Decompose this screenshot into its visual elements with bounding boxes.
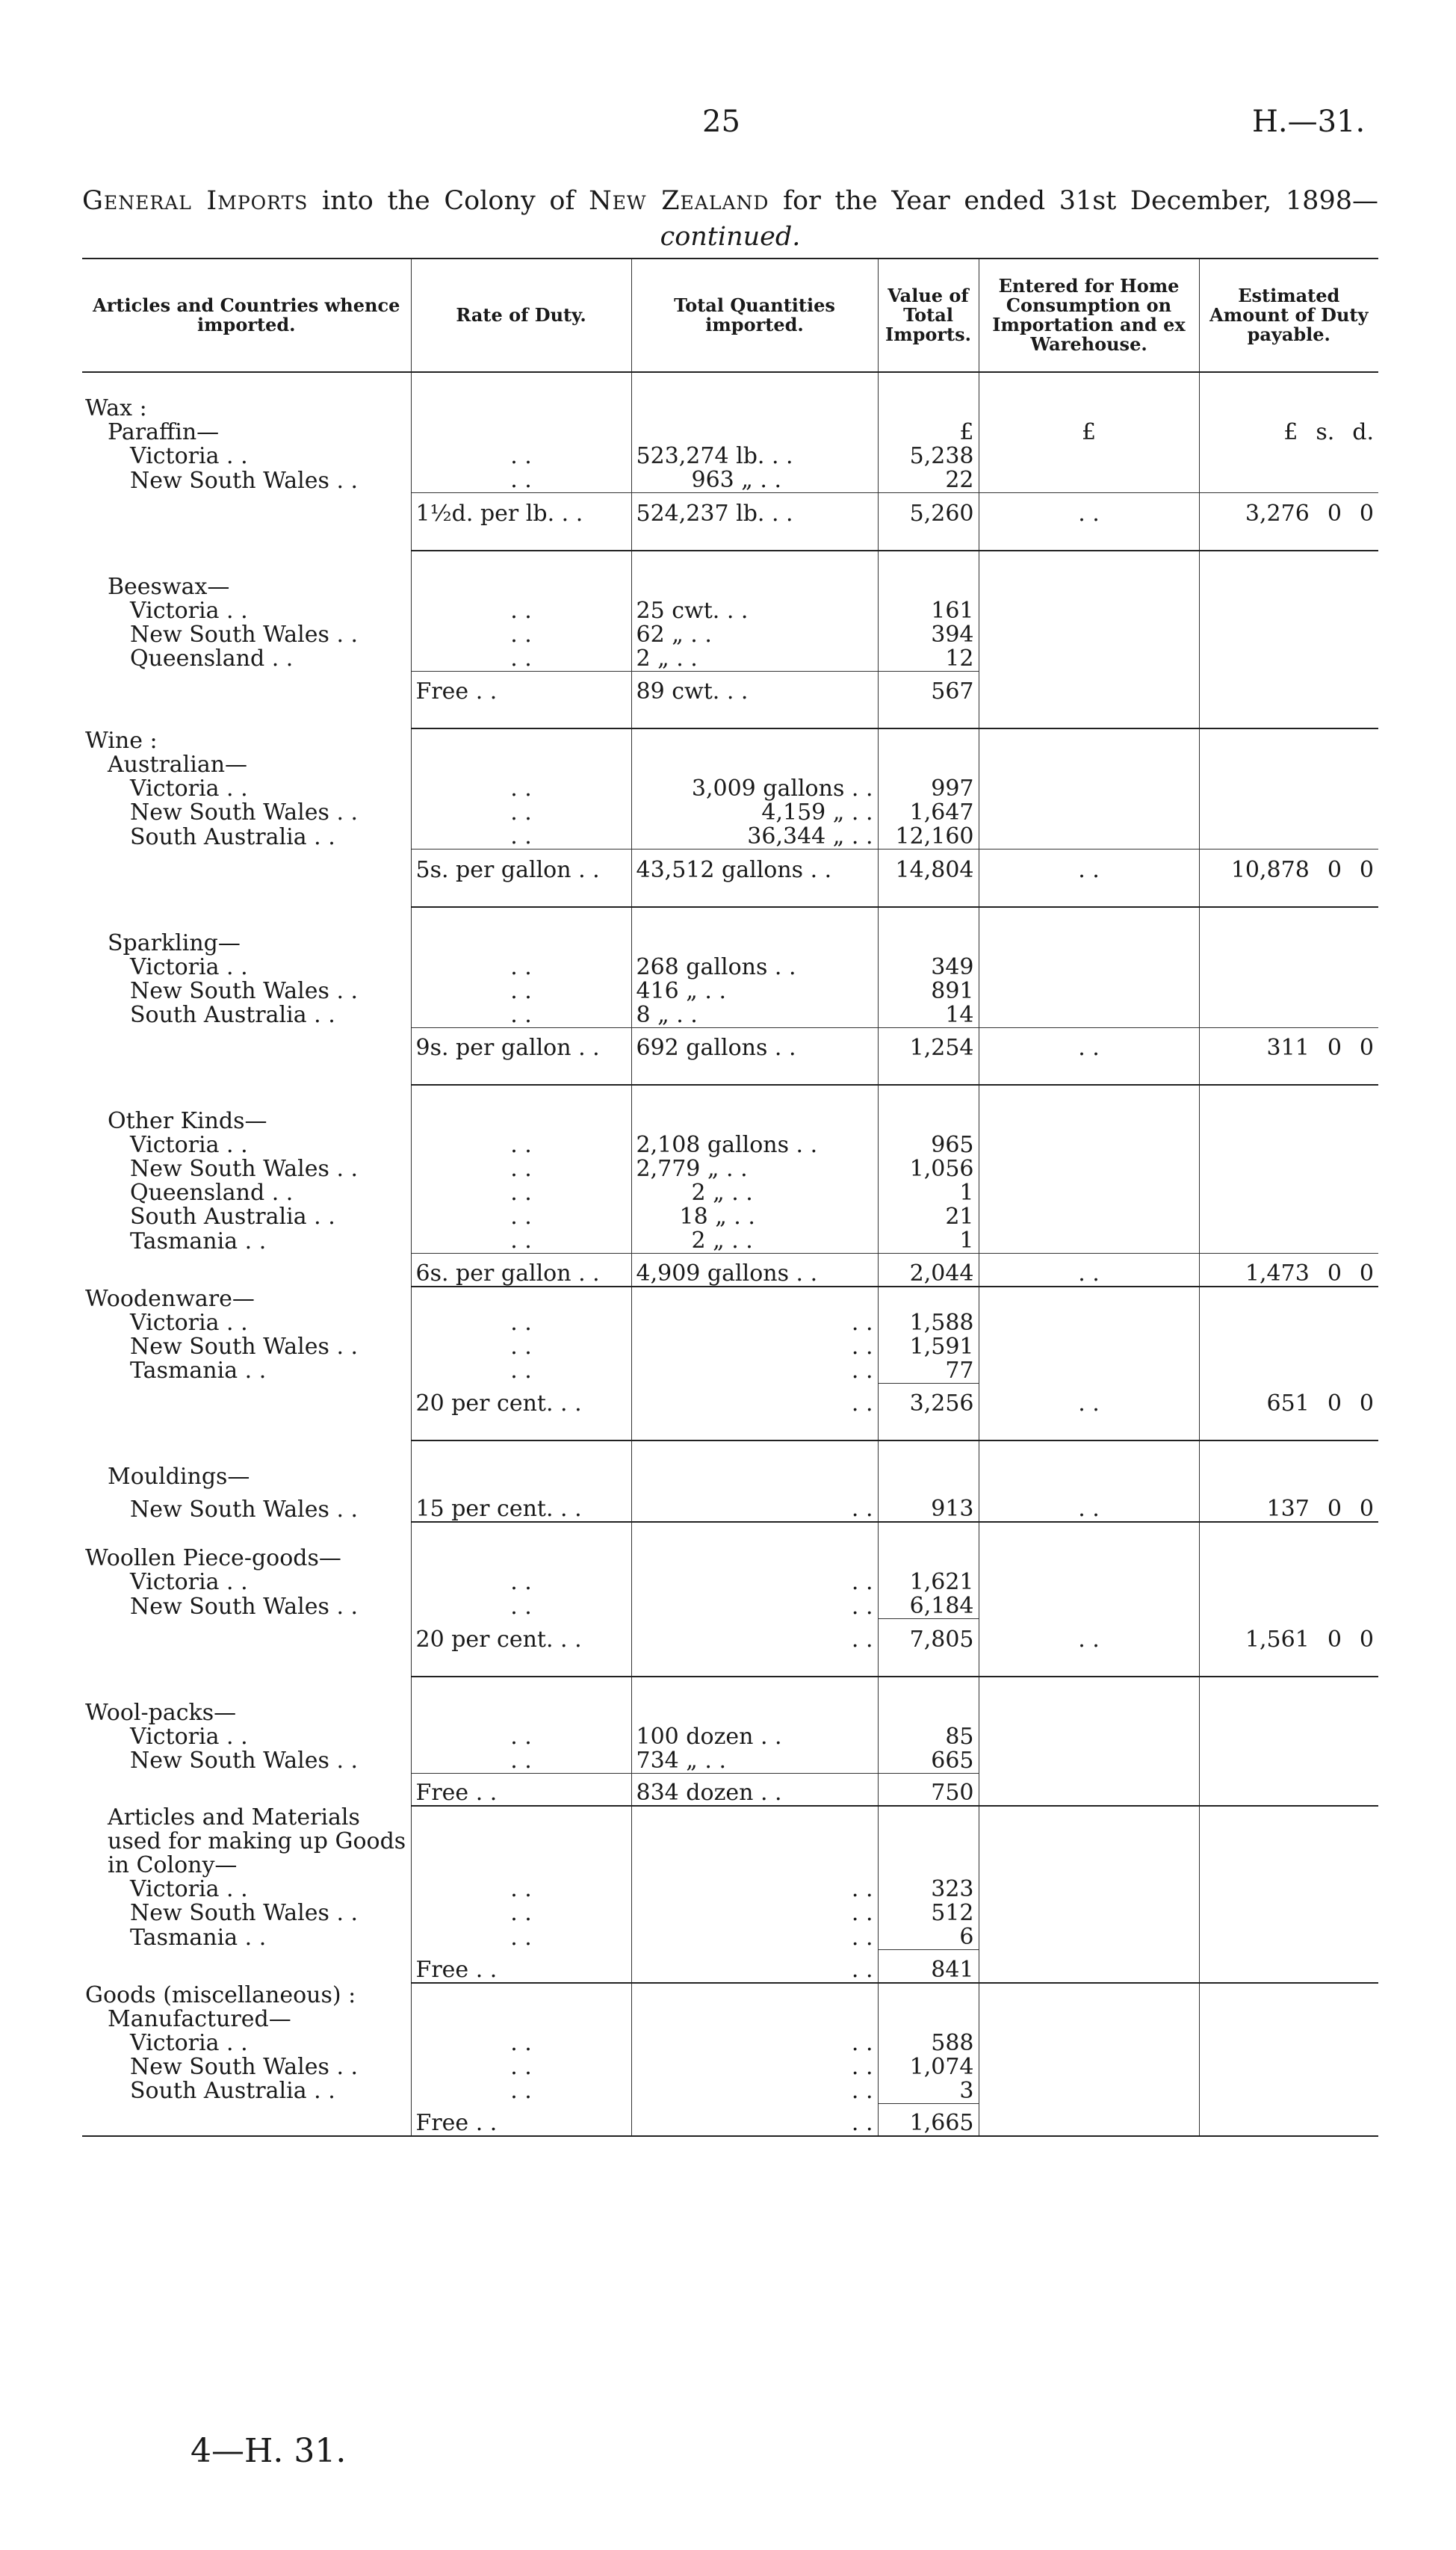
header-rate: Rate of Duty.	[411, 259, 631, 372]
table-row	[82, 1229, 1378, 1254]
total-quantity-cell: 43,512 gallons . .	[631, 850, 878, 882]
table-row	[82, 2031, 1378, 2055]
total-value-cell: 14,804	[878, 850, 979, 882]
page-number: 25	[702, 105, 740, 139]
country-cell: Victoria . .	[82, 445, 411, 468]
total-value-cell: 7,805	[878, 1619, 979, 1652]
country-cell: Tasmania . .	[82, 1359, 411, 1384]
subsection-row	[82, 1465, 1378, 1489]
country-cell: Victoria . .	[82, 599, 411, 623]
duty-pence: 0	[1359, 1390, 1374, 1416]
duty-pounds: 1,473	[1245, 1260, 1310, 1287]
table-row	[82, 445, 1378, 468]
country-cell: New South Wales . .	[82, 1335, 411, 1359]
leader-dots: . .	[411, 777, 631, 801]
country-cell: Victoria . .	[82, 777, 411, 801]
value-cell: 22	[878, 468, 979, 493]
value-cell: 1,588	[878, 1311, 979, 1335]
subsection-manufactured: Manufactured—	[108, 2007, 291, 2031]
country-cell: Tasmania . .	[82, 1229, 411, 1254]
total-row	[82, 671, 1378, 704]
country-cell: New South Wales . .	[82, 801, 411, 825]
leader-dots: . .	[631, 2055, 878, 2079]
country-cell: New South Wales . .	[82, 1901, 411, 1925]
value-cell: 665	[878, 1749, 979, 1774]
rate-cell: 20 per cent. . .	[411, 1383, 631, 1416]
leader-dots: . .	[411, 647, 631, 672]
section-woollen: Woollen Piece-goods—	[85, 1547, 341, 1570]
total-value-cell: 750	[878, 1773, 979, 1806]
title-continued: continued.	[660, 222, 801, 252]
duty-pence: 0	[1359, 1496, 1374, 1522]
quantity-cell: 36,344 „ . .	[631, 825, 878, 850]
table-row	[82, 647, 1378, 672]
rate-cell: Free . .	[411, 671, 631, 704]
quantity-cell: 963 „ . .	[631, 468, 878, 493]
spacer-row	[82, 526, 1378, 551]
country-cell: New South Wales . .	[82, 2055, 411, 2079]
table-row	[82, 980, 1378, 1003]
total-row	[82, 1773, 1378, 1806]
rate-cell: 6s. per gallon . .	[411, 1254, 631, 1287]
country-cell: Tasmania . .	[82, 1925, 411, 1950]
table-row	[82, 623, 1378, 647]
leader-dots: . .	[411, 801, 631, 825]
duty-pounds: 651	[1266, 1390, 1310, 1416]
leader-dots: . .	[979, 1254, 1199, 1287]
subsection-row	[82, 575, 1378, 599]
table-row	[82, 1878, 1378, 1901]
duty-shillings: 0	[1327, 1390, 1342, 1416]
duty-pence: 0	[1359, 1035, 1374, 1060]
pound-sign: £	[878, 421, 979, 445]
table-row	[82, 825, 1378, 850]
value-cell: 5,238	[878, 445, 979, 468]
rate-cell: 9s. per gallon . .	[411, 1027, 631, 1060]
section-heading-row	[82, 1983, 1378, 2008]
value-cell: 1	[878, 1229, 979, 1254]
value-cell: 12	[878, 647, 979, 672]
value-cell: 6	[878, 1925, 979, 1950]
total-row	[82, 1383, 1378, 1416]
subsection-row	[82, 1806, 1378, 1878]
table-row	[82, 1749, 1378, 1774]
value-cell: 323	[878, 1878, 979, 1901]
country-cell: New South Wales . .	[82, 1489, 411, 1522]
section-wine: Wine :	[85, 728, 158, 753]
subsection-mouldings: Mouldings—	[108, 1465, 250, 1489]
leader-dots: . .	[411, 1925, 631, 1950]
table-row	[82, 1359, 1378, 1384]
duty-shillings: 0	[1327, 500, 1342, 526]
rate-cell: 15 per cent. . .	[411, 1489, 631, 1522]
total-quantity-cell: 89 cwt. . .	[631, 671, 878, 704]
country-cell: South Australia . .	[82, 2079, 411, 2104]
spacer-row	[82, 882, 1378, 907]
spacer-row	[82, 1440, 1378, 1465]
country-cell: New South Wales . .	[82, 1749, 411, 1774]
leader-dots: . .	[411, 825, 631, 850]
leader-dots: . .	[411, 1205, 631, 1229]
rate-cell: 5s. per gallon . .	[411, 850, 631, 882]
value-cell: 913	[878, 1489, 979, 1522]
quantity-cell: 734 „ . .	[631, 1749, 878, 1774]
table-row	[82, 1489, 1378, 1522]
total-value-cell: 567	[878, 671, 979, 704]
country-cell: South Australia . .	[82, 825, 411, 850]
section-wool-packs: Wool-packs—	[85, 1700, 237, 1725]
quantity-cell: 2 „ . .	[631, 647, 878, 672]
leader-dots: . .	[631, 2103, 878, 2136]
duty-shillings: 0	[1327, 1626, 1342, 1652]
quantity-cell: 25 cwt. . .	[631, 599, 878, 623]
section-articles-materials: Articles and Materials used for making up Goods in Colony—	[108, 1806, 406, 1878]
total-value-cell: 3,256	[878, 1383, 979, 1416]
quantity-cell: 8 „ . .	[631, 1003, 878, 1028]
leader-dots: . .	[411, 1003, 631, 1028]
spacer-row	[82, 704, 1378, 728]
leader-dots: . .	[979, 1489, 1199, 1522]
leader-dots: . .	[411, 1229, 631, 1254]
rate-cell: Free . .	[411, 2103, 631, 2136]
value-cell: 891	[878, 980, 979, 1003]
duty-pounds: 10,878	[1230, 856, 1310, 882]
table-row	[82, 1133, 1378, 1157]
duty-pence: 0	[1359, 500, 1374, 526]
total-row	[82, 1950, 1378, 1983]
leader-dots: . .	[979, 850, 1199, 882]
leader-dots: . .	[631, 1594, 878, 1619]
table-row	[82, 2055, 1378, 2079]
leader-dots: . .	[411, 1725, 631, 1749]
subsection-other-kinds: Other Kinds—	[108, 1110, 267, 1133]
country-cell: Victoria . .	[82, 1725, 411, 1749]
pence-label: d.	[1352, 421, 1374, 445]
value-cell: 21	[878, 1205, 979, 1229]
spacer-row	[82, 1416, 1378, 1440]
spacer-row	[82, 551, 1378, 575]
subsection-row	[82, 421, 1378, 445]
leader-dots: . .	[631, 1950, 878, 1983]
table-row	[82, 1901, 1378, 1925]
table-row	[82, 1925, 1378, 1950]
table-row	[82, 2079, 1378, 2104]
duty-shillings: 0	[1327, 1035, 1342, 1060]
duty-pence: 0	[1359, 1260, 1374, 1287]
leader-dots: . .	[411, 1901, 631, 1925]
rate-cell: 1½d. per lb. . .	[411, 493, 631, 526]
leader-dots: . .	[411, 468, 631, 493]
duty-pounds: 1,561	[1245, 1626, 1310, 1652]
country-cell: New South Wales . .	[82, 468, 411, 493]
pound-sign: £	[979, 421, 1199, 445]
subsection-row	[82, 1110, 1378, 1133]
quantity-cell: 416 „ . .	[631, 980, 878, 1003]
title-place: New Zealand	[589, 186, 769, 216]
value-cell: 161	[878, 599, 979, 623]
leader-dots: . .	[631, 2079, 878, 2104]
value-cell: 1	[878, 1181, 979, 1205]
duty-pounds: 3,276	[1245, 500, 1310, 526]
quantity-cell: 3,009 gallons . .	[631, 777, 878, 801]
document-reference: H.—31.	[1252, 105, 1366, 139]
country-cell: New South Wales . .	[82, 623, 411, 647]
leader-dots: . .	[411, 980, 631, 1003]
table-row	[82, 468, 1378, 493]
value-cell: 1,621	[878, 1570, 979, 1594]
section-goods-misc: Goods (miscellaneous) :	[85, 1982, 356, 2008]
country-cell: New South Wales . .	[82, 1157, 411, 1181]
total-value-cell: 841	[878, 1950, 979, 1983]
leader-dots: . .	[411, 1878, 631, 1901]
table-title	[82, 183, 1378, 255]
duty-shillings: 0	[1327, 1260, 1342, 1287]
total-row	[82, 1027, 1378, 1060]
leader-dots: . .	[411, 623, 631, 647]
country-cell: Victoria . .	[82, 1878, 411, 1901]
total-value-cell: 1,254	[878, 1027, 979, 1060]
value-cell: 1,591	[878, 1335, 979, 1359]
country-cell: New South Wales . .	[82, 1594, 411, 1619]
spacer-row	[82, 1652, 1378, 1677]
header-row	[82, 259, 1378, 372]
country-cell: Victoria . .	[82, 1570, 411, 1594]
value-cell: 965	[878, 1133, 979, 1157]
leader-dots: . .	[411, 2031, 631, 2055]
country-cell: Victoria . .	[82, 1311, 411, 1335]
quantity-cell: 2,108 gallons . .	[631, 1133, 878, 1157]
leader-dots: . .	[411, 1335, 631, 1359]
section-woodenware: Woodenware—	[85, 1286, 255, 1311]
table-row	[82, 956, 1378, 980]
value-cell: 1,647	[878, 801, 979, 825]
leader-dots: . .	[631, 1925, 878, 1950]
value-cell: 512	[878, 1901, 979, 1925]
value-cell: 1,056	[878, 1157, 979, 1181]
shillings-label: s.	[1316, 421, 1335, 445]
total-row	[82, 850, 1378, 882]
leader-dots: . .	[631, 2031, 878, 2055]
spacer-row	[82, 907, 1378, 932]
value-cell: 12,160	[878, 825, 979, 850]
leader-dots: . .	[411, 599, 631, 623]
total-quantity-cell: 692 gallons . .	[631, 1027, 878, 1060]
spacer-row	[82, 1677, 1378, 1701]
country-cell: Victoria . .	[82, 956, 411, 980]
total-value-cell: 2,044	[878, 1254, 979, 1287]
table-row	[82, 1181, 1378, 1205]
pound-sign: £	[1283, 421, 1298, 445]
value-cell: 77	[878, 1359, 979, 1384]
leader-dots: . .	[411, 2079, 631, 2104]
leader-dots: . .	[631, 1901, 878, 1925]
table-row	[82, 599, 1378, 623]
leader-dots: . .	[411, 1570, 631, 1594]
section-heading-row	[82, 728, 1378, 753]
subsection-sparkling: Sparkling—	[108, 931, 241, 956]
leader-dots: . .	[631, 1311, 878, 1335]
table-row	[82, 777, 1378, 801]
table-row	[82, 1205, 1378, 1229]
duty-shillings: 0	[1327, 856, 1342, 882]
value-cell: 14	[878, 1003, 979, 1028]
value-cell: 1,074	[878, 2055, 979, 2079]
leader-dots: . .	[631, 1878, 878, 1901]
value-cell: 997	[878, 777, 979, 801]
leader-dots: . .	[979, 1383, 1199, 1416]
table-row	[82, 1157, 1378, 1181]
quantity-cell: 523,274 lb. . .	[631, 445, 878, 468]
table-row	[82, 1311, 1378, 1335]
section-heading-row	[82, 397, 1378, 421]
country-cell: Victoria . .	[82, 2031, 411, 2055]
spacer-row	[82, 1085, 1378, 1110]
duty-pence: 0	[1359, 856, 1374, 882]
leader-dots: . .	[411, 2055, 631, 2079]
country-cell: Queensland . .	[82, 647, 411, 672]
total-quantity-cell: 834 dozen . .	[631, 1773, 878, 1806]
duty-pounds: 311	[1266, 1035, 1310, 1060]
country-cell: South Australia . .	[82, 1003, 411, 1028]
rate-cell: Free . .	[411, 1773, 631, 1806]
table-row	[82, 1570, 1378, 1594]
header-articles: Articles and Countries whence imported.	[82, 259, 411, 372]
rate-cell: 20 per cent. . .	[411, 1619, 631, 1652]
title-general-imports: General Imports	[82, 186, 309, 216]
table-row	[82, 1594, 1378, 1619]
subsection-row	[82, 1701, 1378, 1725]
country-cell: New South Wales . .	[82, 980, 411, 1003]
leader-dots: . .	[411, 1311, 631, 1335]
subsection-australian: Australian—	[108, 753, 248, 777]
section-heading-row	[82, 1287, 1378, 1311]
leader-dots: . .	[979, 1619, 1199, 1652]
value-cell: 85	[878, 1725, 979, 1749]
subsection-row	[82, 1547, 1378, 1570]
section-wax: Wax :	[85, 397, 147, 421]
leader-dots: . .	[631, 1383, 878, 1416]
total-quantity-cell: 524,237 lb. . .	[631, 493, 878, 526]
spacer-row	[82, 1060, 1378, 1085]
subsection-paraffin: Paraffin—	[108, 421, 220, 445]
duty-shillings: 0	[1327, 1496, 1342, 1522]
value-cell: 394	[878, 623, 979, 647]
leader-dots: . .	[631, 1619, 878, 1652]
leader-dots: . .	[631, 1335, 878, 1359]
country-cell: Queensland . .	[82, 1181, 411, 1205]
total-row	[82, 2103, 1378, 2136]
quantity-cell: 268 gallons . .	[631, 956, 878, 980]
duty-pounds: 137	[1266, 1496, 1310, 1522]
quantity-cell: 2 „ . .	[631, 1229, 878, 1254]
leader-dots: . .	[411, 1749, 631, 1774]
spacer-row	[82, 372, 1378, 397]
table-row	[82, 1003, 1378, 1028]
total-value-cell: 5,260	[878, 493, 979, 526]
value-cell: 3	[878, 2079, 979, 2104]
header-value: Value of Total Imports.	[878, 259, 979, 372]
quantity-cell: 100 dozen . .	[631, 1725, 878, 1749]
quantity-cell: 62 „ . .	[631, 623, 878, 647]
table-row	[82, 801, 1378, 825]
title-mid: into the Colony of	[308, 186, 589, 216]
page-footer-signature: 4—H. 31.	[190, 2432, 347, 2470]
total-quantity-cell: 4,909 gallons . .	[631, 1254, 878, 1287]
value-cell: 6,184	[878, 1594, 979, 1619]
leader-dots: . .	[631, 1570, 878, 1594]
leader-dots: . .	[631, 1359, 878, 1384]
quantity-cell: 2,779 „ . .	[631, 1157, 878, 1181]
value-cell: 588	[878, 2031, 979, 2055]
value-cell: 349	[878, 956, 979, 980]
leader-dots: . .	[411, 1359, 631, 1384]
subsection-row	[82, 2008, 1378, 2031]
subsection-beeswax: Beeswax—	[108, 575, 230, 599]
subsection-row	[82, 932, 1378, 956]
table-row	[82, 1335, 1378, 1359]
total-row	[82, 1619, 1378, 1652]
spacer-row	[82, 1522, 1378, 1547]
rate-cell: Free . .	[411, 1950, 631, 1983]
quantity-cell: 4,159 „ . .	[631, 801, 878, 825]
leader-dots: . .	[631, 1489, 878, 1522]
leader-dots: . .	[411, 1594, 631, 1619]
leader-dots: . .	[411, 1133, 631, 1157]
quantity-cell: 2 „ . .	[631, 1181, 878, 1205]
leader-dots: . .	[411, 1181, 631, 1205]
table-row	[82, 1725, 1378, 1749]
country-cell: South Australia . .	[82, 1205, 411, 1229]
leader-dots: . .	[979, 1027, 1199, 1060]
subsection-row	[82, 753, 1378, 777]
leader-dots: . .	[411, 445, 631, 468]
leader-dots: . .	[411, 1157, 631, 1181]
imports-table	[82, 258, 1378, 2137]
quantity-cell: 18 „ . .	[631, 1205, 878, 1229]
total-value-cell: 1,665	[878, 2103, 979, 2136]
header-entered: Entered for Home Consumption on Importation and ex Warehouse.	[979, 259, 1199, 372]
title-suffix: for the Year ended 31st December, 1898—	[769, 186, 1378, 216]
total-row	[82, 493, 1378, 526]
header-duty: Estimated Amount of Duty payable.	[1199, 259, 1378, 372]
header-quantities: Total Quantities imported.	[631, 259, 878, 372]
leader-dots: . .	[411, 956, 631, 980]
duty-pence: 0	[1359, 1626, 1374, 1652]
leader-dots: . .	[979, 493, 1199, 526]
total-row	[82, 1254, 1378, 1287]
country-cell: Victoria . .	[82, 1133, 411, 1157]
